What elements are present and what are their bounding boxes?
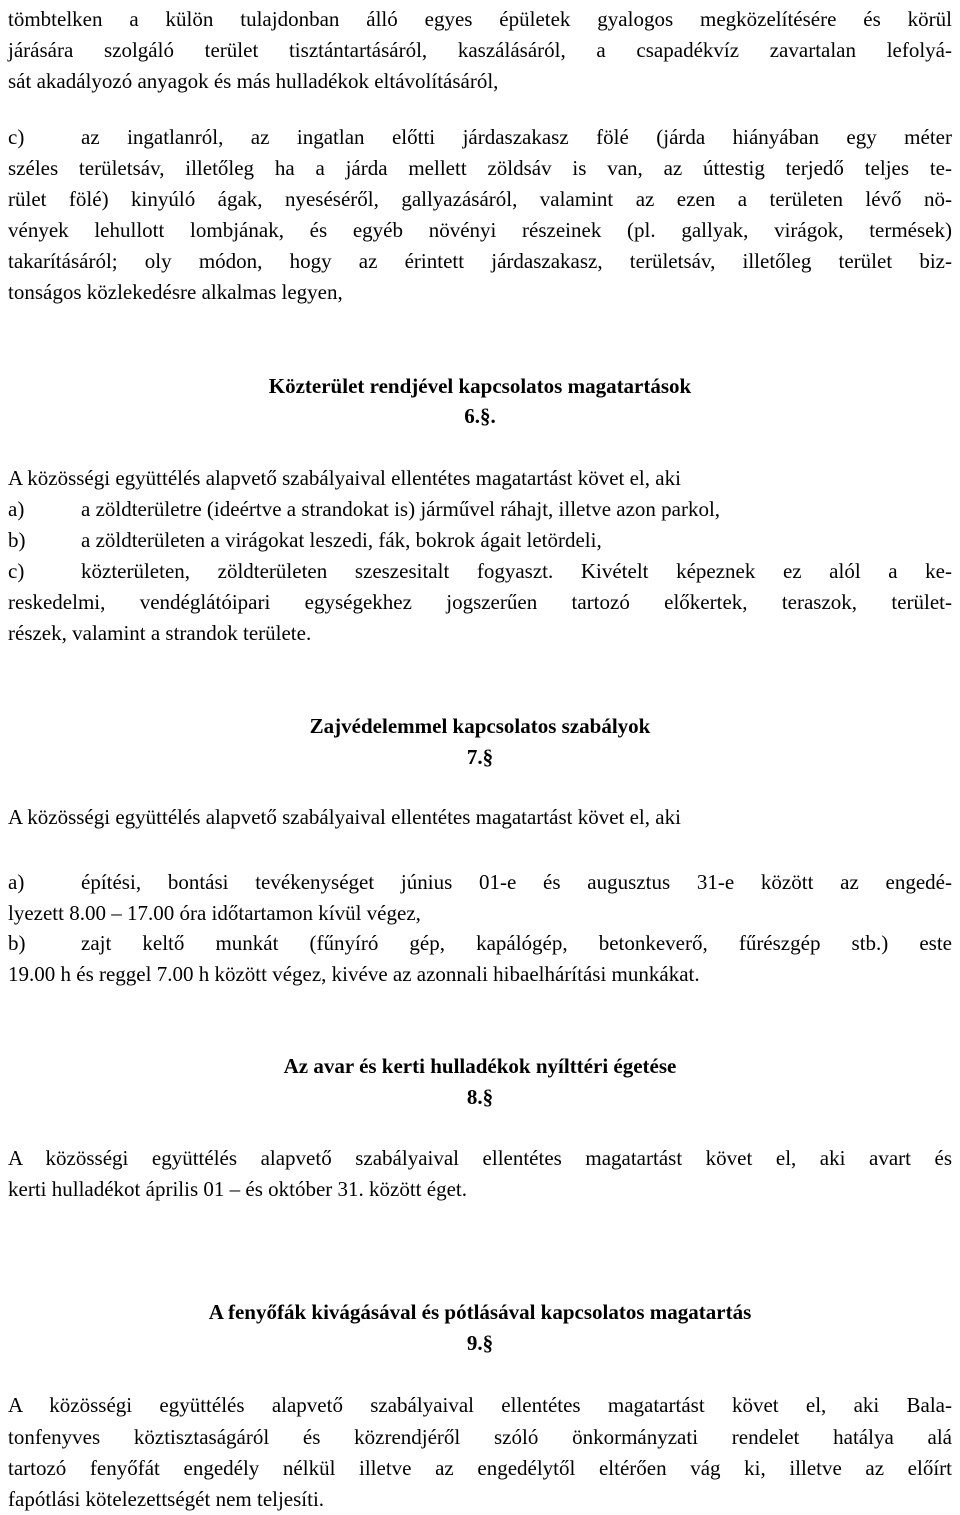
section-title: A fenyőfák kivágásával és pótlásával kapcsolatos magatartás	[208, 1300, 752, 1324]
body-line: A közösségi együttélés alapvető szabályaival ellentétes magatartást követ el, aki Bala-	[8, 1393, 952, 1417]
list-item-c	[8, 122, 952, 152]
body-line: részek, valamint a strandok területe.	[8, 621, 312, 645]
section-number: 9.§	[466, 1331, 494, 1355]
body-line: fapótlási kötelezettségét nem teljesíti.	[8, 1487, 325, 1511]
list-item-a	[8, 867, 952, 897]
body-line: tartozó fenyőfát engedély nélkül illetve az engedélytől eltérően vág ki, illetve az előírt	[8, 1456, 952, 1480]
body-line: kerti hulladékot április 01 – és október 31. között éget.	[8, 1177, 467, 1201]
body-line: járására szolgáló terület tisztántartásáról, kaszálásáról, a csapadékvíz zavartalan lefolyá-	[8, 38, 952, 62]
section-title: Az avar és kerti hulladékok nyílttéri égetése	[283, 1054, 677, 1078]
body-line: széles területsáv, illetőleg ha a járda mellett zöldsáv is van, az úttestig terjedő teljes te-	[8, 156, 952, 180]
body-line: sát akadályozó anyagok és más hulladékok eltávolításáról,	[8, 69, 499, 93]
item-label: c)	[8, 559, 25, 583]
item-label: b)	[8, 931, 26, 955]
item-text: a zöldterületen a virágokat leszedi, fák, bokrok ágait letördeli,	[81, 528, 602, 552]
item-label: a)	[8, 870, 25, 894]
item-text: a zöldterületre (ideértve a strandokat is) járművel ráhajt, illetve azon parkol,	[81, 497, 721, 521]
body-line: tonságos közlekedésre alkalmas legyen,	[8, 280, 343, 304]
body-line: rület fölé) kinyúló ágak, nyeséséről, gallyazásáról, valamint az ezen a területen lévő nö-	[8, 187, 952, 211]
body-line: A közösségi együttélés alapvető szabályaival ellentétes magatartást követ el, aki avart és	[8, 1146, 952, 1170]
item-text: zajt keltő munkát (fűnyíró gép, kapálógép, betonkeverő, fűrészgép stb.) este	[81, 931, 952, 955]
item-label: a)	[8, 497, 25, 521]
list-item-c	[8, 556, 952, 586]
body-line: 19.00 h és reggel 7.00 h között végez, kivéve az azonnali hibaelhárítási munkákat.	[8, 962, 700, 986]
body-line: A közösségi együttélés alapvető szabályaival ellentétes magatartást követ el, aki	[8, 466, 681, 490]
section-number: 6.§.	[464, 404, 496, 428]
section-number: 7.§	[466, 745, 494, 769]
list-item-a	[8, 494, 952, 524]
section-title: Közterület rendjével kapcsolatos magatartások	[268, 374, 692, 398]
item-label: b)	[8, 528, 26, 552]
item-text: építési, bontási tevékenységet június 01-e és augusztus 31-e között az engedé-	[81, 870, 952, 894]
item-text: közterületen, zöldterületen szeszesitalt fogyaszt. Kivételt képeznek ez alól a ke-	[81, 559, 952, 583]
list-item-b	[8, 928, 952, 958]
body-line: tömbtelken a külön tulajdonban álló egyes épületek gyalogos megközelítésére és körül	[8, 7, 952, 31]
body-line: reskedelmi, vendéglátóipari egységekhez jogszerűen tartozó előkertek, teraszok, terület-	[8, 590, 952, 614]
item-text: az ingatlanról, az ingatlan előtti járdaszakasz fölé (járda hiányában egy méter	[81, 125, 952, 149]
body-line: takarításáról; oly módon, hogy az érintett járdaszakasz, területsáv, illetőleg terület biz-	[8, 249, 952, 273]
body-line: A közösségi együttélés alapvető szabályaival ellentétes magatartást követ el, aki	[8, 805, 681, 829]
list-item-b	[8, 525, 952, 555]
body-line: tonfenyves köztisztaságáról és közrendjéről szóló önkormányzati rendelet hatálya alá	[8, 1425, 952, 1449]
section-title: Zajvédelemmel kapcsolatos szabályok	[309, 714, 651, 738]
item-label: c)	[8, 125, 25, 149]
body-line: vények lehullott lombjának, és egyéb növényi részeinek (pl. gallyak, virágok, termések)	[8, 218, 952, 242]
section-number: 8.§	[466, 1085, 494, 1109]
body-line: lyezett 8.00 – 17.00 óra időtartamon kívül végez,	[8, 901, 421, 925]
